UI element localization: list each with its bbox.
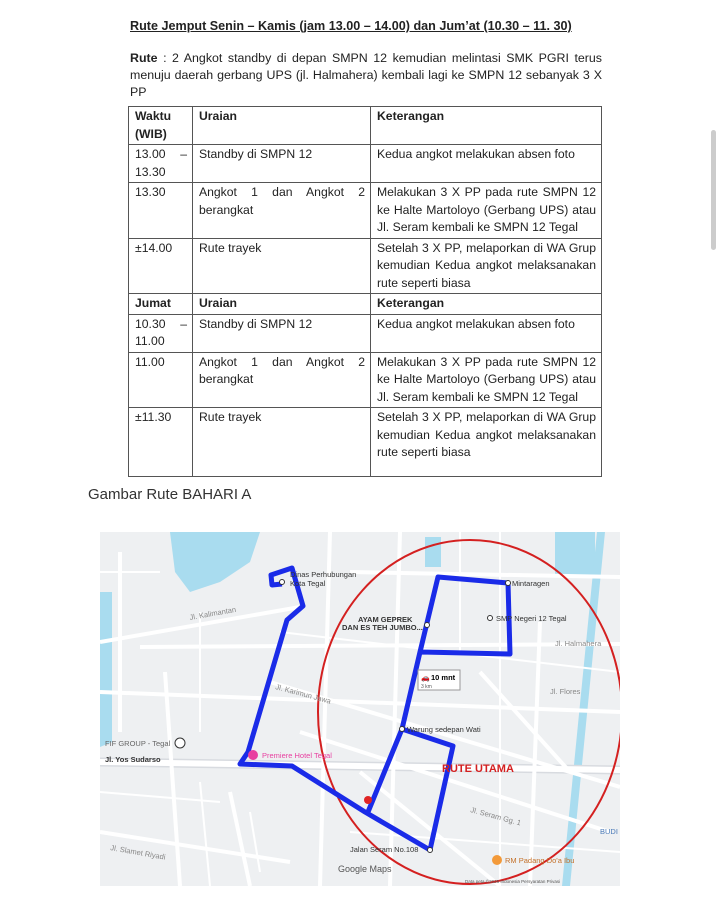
- table-row: [129, 183, 602, 239]
- label-warung: Warung sedepan Wati: [407, 725, 481, 734]
- destination-pin: [364, 796, 372, 804]
- schedule-table: [128, 106, 602, 477]
- label-seram: Jalan Seram No.108: [350, 845, 419, 854]
- label-flores: Jl. Flores: [550, 687, 581, 696]
- table-cell: ±11.30: [129, 408, 193, 477]
- table-row: [129, 352, 602, 408]
- restaurant-pin: [492, 855, 502, 865]
- label-mintaragen: Mintaragen: [512, 579, 550, 588]
- label-ayam: AYAM GEPREK: [358, 615, 413, 624]
- table-cell: Setelah 3 X PP, melaporkan di WA Grup kemudian Kedua angkot melaksanakan rute seperti biasa: [371, 408, 602, 477]
- table-cell: ±14.00: [129, 238, 193, 294]
- header-waktu: Waktu (WIB): [129, 107, 193, 145]
- table-cell: 10.30 – 11.00: [129, 314, 193, 352]
- label-google: Google Maps: [338, 864, 392, 874]
- route-text: : 2 Angkot standby di depan SMPN 12 kemudian melintasi SMK PGRI terus menuju daerah gerbang UPS (jl. Halmahera) kembali lagi ke SMPN 12 sebanyak 3 X PP: [130, 51, 602, 99]
- label-rm: RM Padang Do'a Ibu: [505, 856, 575, 865]
- label-smp: SMP Negeri 12 Tegal: [496, 614, 567, 623]
- label-karimun: Jl. Karimun Jawa: [274, 682, 332, 706]
- table-cell: Angkot 1 dan Angkot 2 berangkat: [193, 352, 371, 408]
- table-cell: Standby di SMPN 12: [193, 314, 371, 352]
- label-ayam2: DAN ES TEH JUMBO...: [342, 623, 423, 632]
- route-label: Rute: [130, 51, 158, 65]
- label-budi: BUDI: [600, 827, 618, 836]
- label-hotel: Premiere Hotel Tegal: [262, 751, 332, 760]
- header-uraian: Uraian: [193, 107, 371, 145]
- table-cell: Standby di SMPN 12: [193, 145, 371, 183]
- route-description: [130, 50, 602, 101]
- duration-box: [418, 670, 460, 690]
- label-group: FIF GROUP - Tegal: [105, 739, 171, 748]
- map-footer: Data peta ©2025 Indonesia Persyaratan Privasi: [465, 879, 561, 884]
- table-cell: Angkot 1 dan Angkot 2 berangkat: [193, 183, 371, 239]
- table-cell: 13.00 – 13.30: [129, 145, 193, 183]
- table-cell: Melakukan 3 X PP pada rute SMPN 12 ke Halte Martoloyo (Gerbang UPS) atau Jl. Seram kembali ke SMPN 12 Tegal: [371, 352, 602, 408]
- table-cell: 13.30: [129, 183, 193, 239]
- section-title: Rute Jemput Senin – Kamis (jam 13.00 – 14.00) dan Jum’at (10.30 – 11. 30): [130, 19, 572, 33]
- table-cell: Rute trayek: [193, 408, 371, 477]
- table-row: [129, 314, 602, 352]
- figure-caption: Gambar Rute BAHARI A: [88, 486, 252, 503]
- table-header-cell: Uraian: [193, 294, 371, 315]
- route-map: [100, 532, 620, 886]
- table-header: [129, 294, 602, 315]
- table-header: [129, 107, 602, 145]
- duration-label: 10 mnt: [431, 673, 456, 682]
- table-cell: 11.00: [129, 352, 193, 408]
- label-yos: Jl. Yos Sudarso: [105, 755, 161, 764]
- label-seram-gg: Jl. Seram Gg. 1: [469, 805, 523, 828]
- table-row: [129, 238, 602, 294]
- table-cell: Setelah 3 X PP, melaporkan di WA Grup kemudian Kedua angkot melaksanakan rute seperti biasa: [371, 238, 602, 294]
- car-icon: 🚗: [421, 675, 430, 682]
- label-slamet: Jl. Slamet Riyadi: [109, 843, 167, 862]
- header-keterangan: Keterangan: [371, 107, 602, 145]
- table-header-cell: Jumat: [129, 294, 193, 315]
- table-cell: Kedua angkot melakukan absen foto: [371, 314, 602, 352]
- table-cell: Kedua angkot melakukan absen foto: [371, 145, 602, 183]
- label-dinas: Dinas Perhubungan: [290, 570, 357, 579]
- table-row: [129, 145, 602, 183]
- document: [130, 18, 602, 101]
- label-halmahera: Jl. Halmahera: [555, 639, 602, 648]
- scrollbar[interactable]: [711, 130, 716, 250]
- hotel-pin: [248, 750, 258, 760]
- table-cell: Rute trayek: [193, 238, 371, 294]
- table-cell: Melakukan 3 X PP pada rute SMPN 12 ke Halte Martoloyo (Gerbang UPS) atau Jl. Seram kembali ke SMPN 12 Tegal: [371, 183, 602, 239]
- table-header-cell: Keterangan: [371, 294, 602, 315]
- distance-label: 3 km: [421, 684, 432, 690]
- label-rute-utama: RUTE UTAMA: [442, 763, 514, 775]
- label-kalimantan: Jl. Kalimantan: [188, 604, 237, 622]
- table-row: [129, 408, 602, 477]
- label-dinas2: Kota Tegal: [290, 579, 326, 588]
